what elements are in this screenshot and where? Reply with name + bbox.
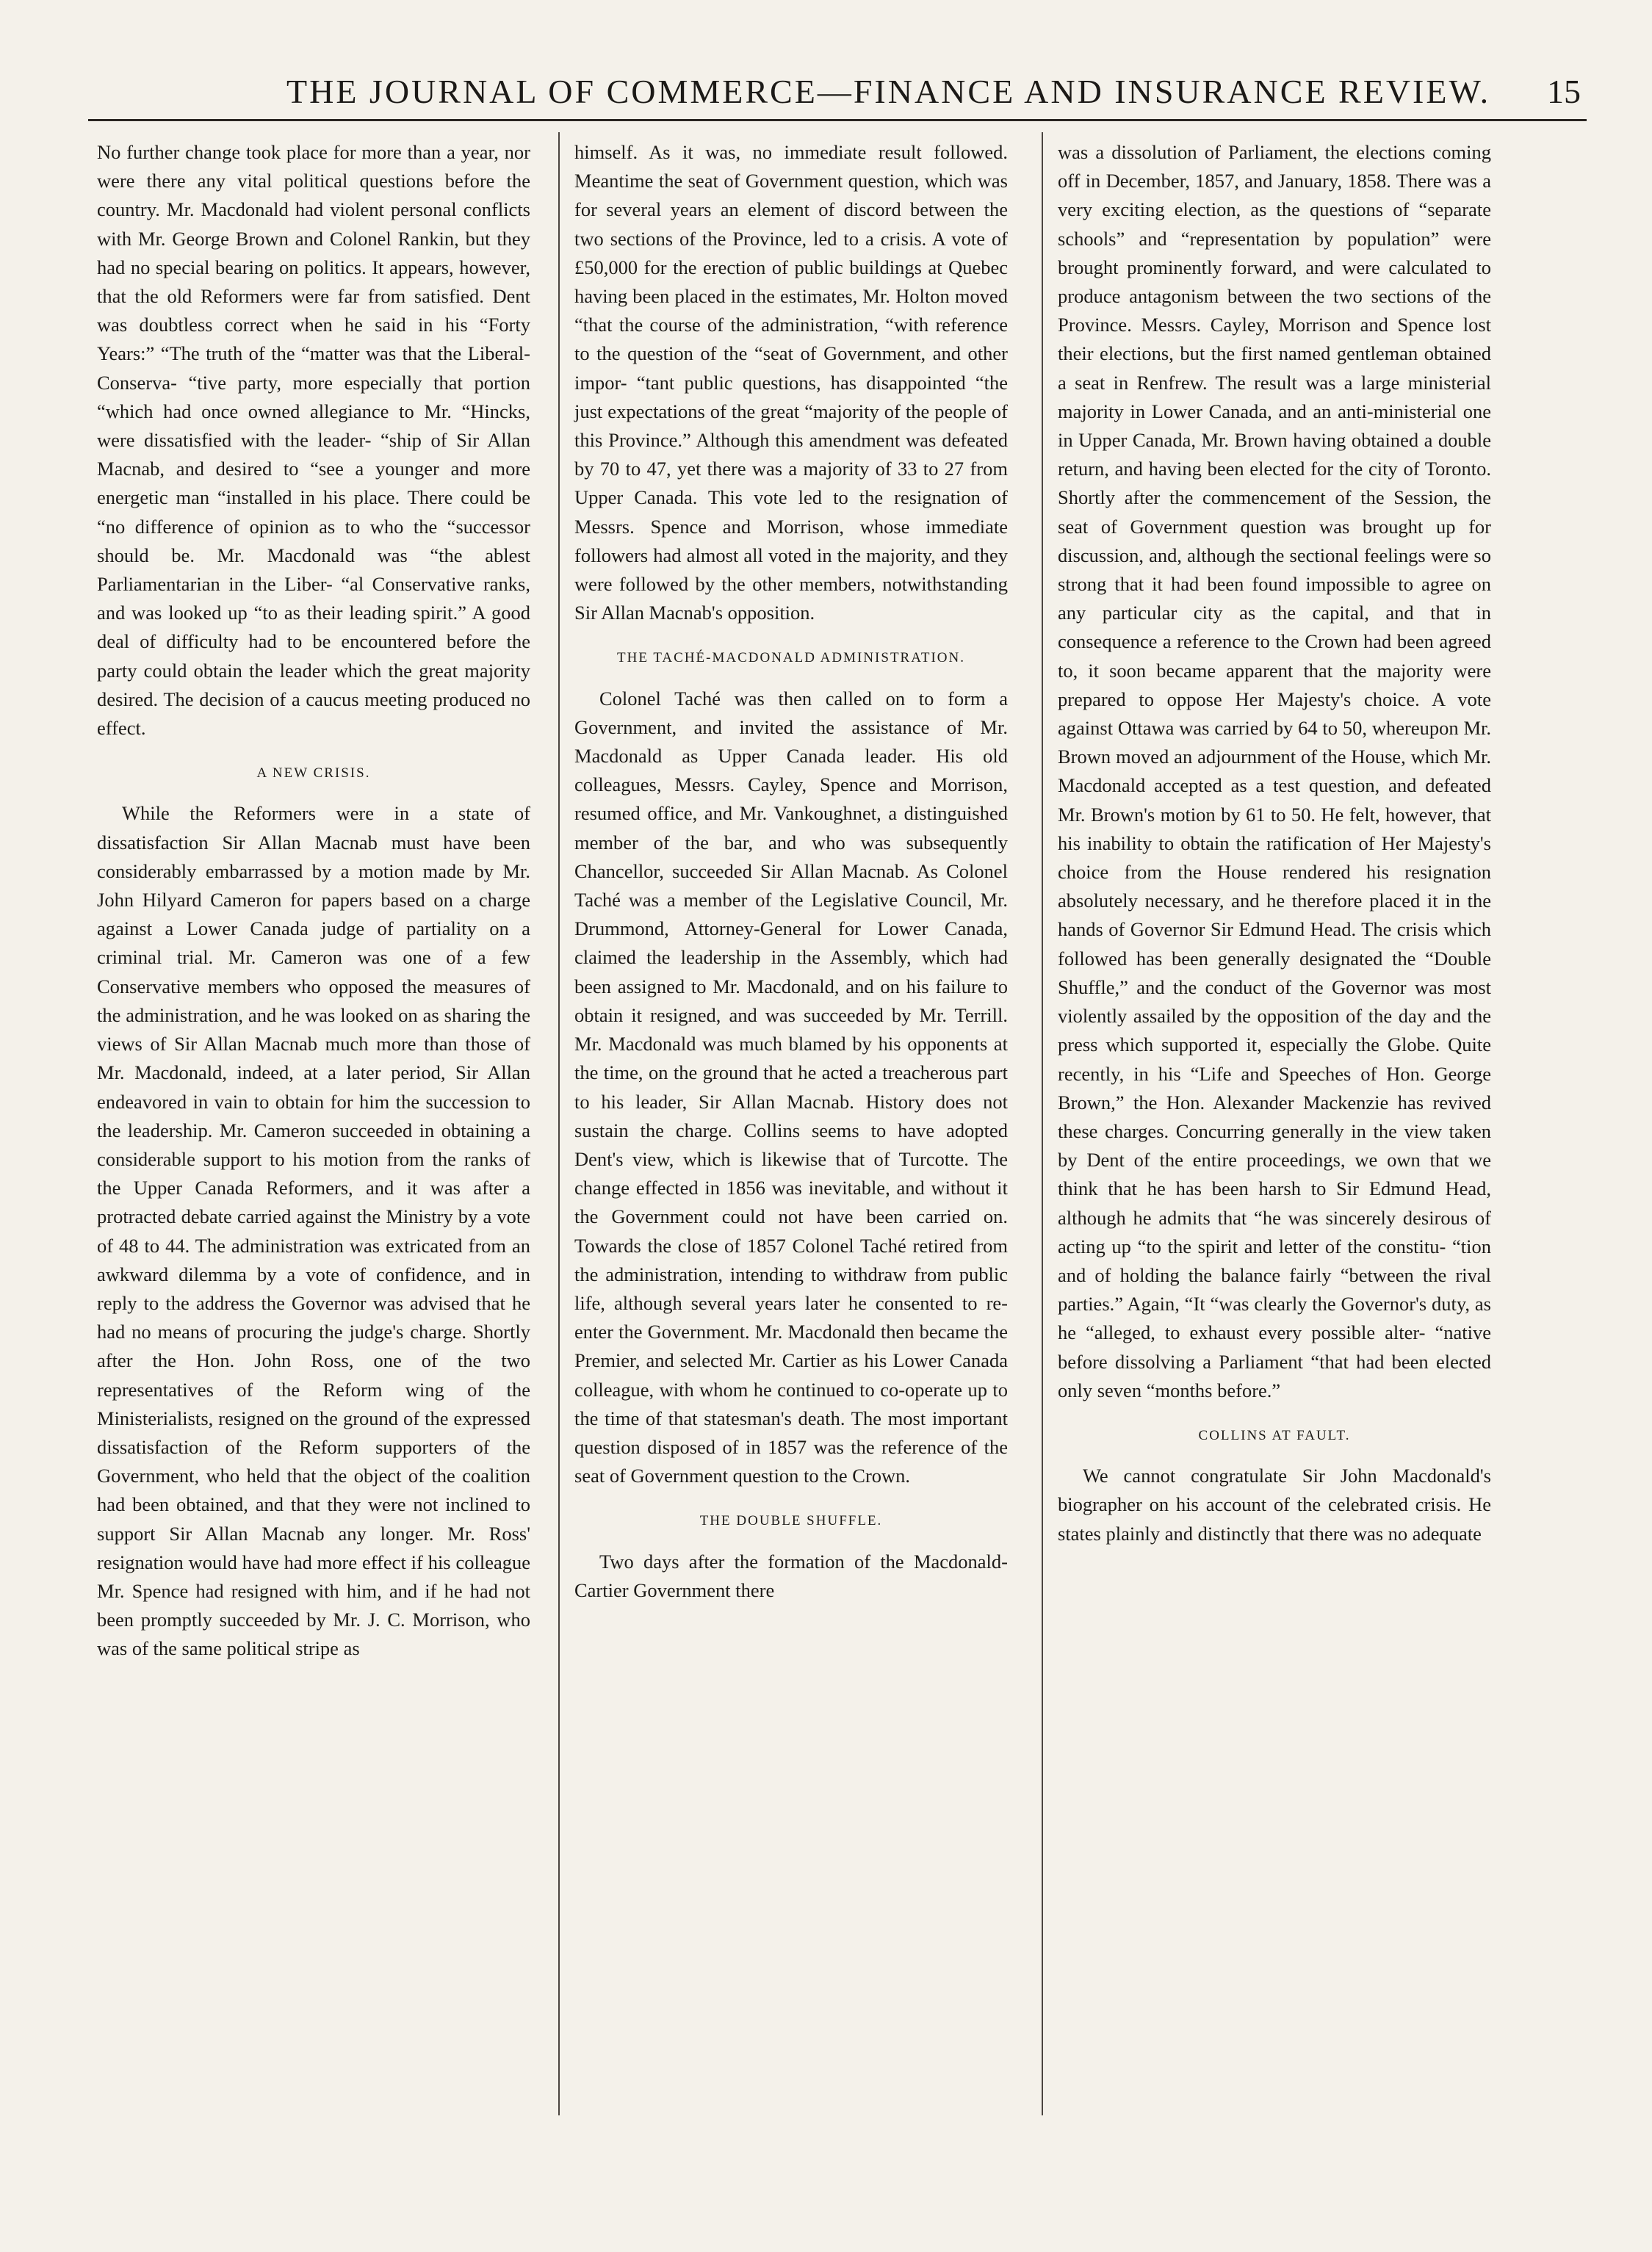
paragraph: No further change took place for more than a year, nor were there any vital political questions before the country. Mr. Macdonald had violent personal conflicts with Mr. George Brown and Colonel Rankin, but they had no special bearing on politics. It appears, however, that the old Reformers were far from satisfied. Dent was doubtless correct when he said in his “Forty Years:” “The truth of the “matter was that the Liberal-Conserva- “tive party, more especially that portion “which had once owned allegiance to Mr. “Hincks, were dissatisfied with the leader- “ship of Sir Allan Macnab, and desired to “see a younger and more energetic man “installed in his place. There could be “no difference of opinion as to who the “successor should be. Mr. Macdonald was “the ablest Parliamentarian in the Liber- “al Conservative ranks, and was looked up “to as their leading spirit.” A good deal of difficulty had to be encountered before the party could obtain the leader which the great majority desired. The decision of a caucus meeting produced no effect. (97, 141, 530, 740)
column-divider (1042, 132, 1043, 2115)
section-heading-new-crisis: A NEW CRISIS. (256, 765, 371, 782)
section-heading-tache-macdonald: THE TACHÉ-MACDONALD ADMINISTRATION. (617, 650, 965, 666)
column-divider (558, 132, 560, 2115)
journal-title: THE JOURNAL OF COMMERCE—FINANCE AND INSURANCE REVIEW. (286, 73, 1491, 110)
paragraph: While the Reformers were in a state of dissatisfaction Sir Allan Macnab must have been considerably embarrassed by a motion made by Mr. John Hilyard Cameron for papers based on a charge against a Lower Canada judge of partiality on a criminal trial. Mr. Cameron was one of a few Conservative members who opposed the measures of the administration, and he was looked on as sharing the views of Sir Allan Macnab much more than those of Mr. Macdonald, indeed, at a later period, Sir Allan endeavored in vain to obtain for him the succession to the leadership. Mr. Cameron succeeded in obtaining a considerable support to his motion from the ranks of the Upper Canada Reformers, and it was after a protracted debate carried against the Ministry by a vote of 48 to 44. The administration was extricated from an awkward dilemma by a vote of confidence, and in reply to the address the Governor was advised that he had no means of procuring the judge's charge. Shortly after the Hon. John Ross, one of the two representatives of the Reform wing of the Ministerialists, resigned on the ground of the expressed dissatisfaction of the Reform supporters of the Government, who held that the object of the coalition had been obtained, and that they were not inclined to support Sir Allan Macnab any longer. Mr. Ross' resignation would have had more effect if his colleague Mr. Spence had resigned with him, and if he had not been promptly succeeded by Mr. J. C. Morrison, who was of the same political stripe as (97, 802, 530, 1660)
column-2 (574, 138, 1008, 1605)
paragraph: himself. As it was, no immediate result followed. Meantime the seat of Government question, which was for several years an element of discord between the two sections of the Province, led to a crisis. A vote of £50,000 for the erection of public buildings at Quebec having been placed in the estimates, Mr. Holton moved “that the course of the administration, “with reference to the question of the “seat of Government, and other impor- “tant public questions, has disappointed “the just expectations of the great “majority of the people of this Province.” Although this amendment was defeated by 70 to 47, yet there was a majority of 33 to 27 from Upper Canada. This vote led to the resignation of Messrs. Spence and Morrison, whose immediate followers had almost all voted in the majority, and they were followed by the other members, notwithstanding Sir Allan Macnab's opposition. (574, 141, 1008, 624)
section-heading-double-shuffle: THE DOUBLE SHUFFLE. (699, 1513, 883, 1529)
paragraph: Two days after the formation of the Macdonald-Cartier Government there (574, 1550, 1008, 1601)
paragraph: We cannot congratulate Sir John Macdonald's biographer on his account of the celebrated crisis. He states plainly and distinctly that there was no adequate (1058, 1465, 1491, 1545)
column-3 (1058, 138, 1491, 1548)
paragraph: Colonel Taché was then called on to form a Government, and invited the assistance of Mr. Macdonald as Upper Canada leader. His old colleagues, Messrs. Cayley, Spence and Morrison, resumed office, and Mr. Vankoughnet, a distinguished member of the bar, and who was subsequently Chancellor, succeeded Sir Allan Macnab. As Colonel Taché was a member of the Legislative Council, Mr. Drummond, Attorney-General for Lower Canada, claimed the leadership in the Assembly, which had been assigned to Mr. Macdonald, and on his failure to obtain it resigned, and was succeeded by Mr. Terrill. Mr. Macdonald was much blamed by his opponents at the time, on the ground that he acted a treacherous part to his leader, Sir Allan Macnab. History does not sustain the charge. Collins seems to have adopted Dent's view, which is likewise that of Turcotte. The change effected in 1856 was inevitable, and without it the Government could not have been carried on. Towards the close of 1857 Colonel Taché retired from the administration, intending to withdraw from public life, although several years later he consented to re-enter the Government. Mr. Macdonald then became the Premier, and selected Mr. Cartier as his Lower Canada colleague, with whom he continued to co-operate up to the time of that statesman's death. The most important question disposed of in 1857 was the reference of the seat of Government question to the Crown. (574, 687, 1008, 1487)
section-heading-collins-at-fault: COLLINS AT FAULT. (1198, 1427, 1351, 1443)
paragraph: was a dissolution of Parliament, the elections coming off in December, 1857, and January, 1858. There was a very exciting election, as the questions of “separate schools” and “representation by population” were brought prominently forward, and were calculated to produce antagonism between the two sections of the Province. Messrs. Cayley, Morrison and Spence lost their elections, but the first named gentleman obtained a seat in Renfrew. The result was a large ministerial majority in Lower Canada, and an anti-ministerial one in Upper Canada, Mr. Brown having obtained a double return, and having been elected for the city of Toronto. Shortly after the commencement of the Session, the seat of Government question was brought up for discussion, and, although the sectional feelings were so strong that it had been found impossible to agree on any particular city as the capital, and that in consequence a reference to the Crown had been agreed to, it soon became apparent that the majority were prepared to oppose Her Majesty's choice. A vote against Ottawa was carried by 64 to 50, whereupon Mr. Brown moved an adjournment of the House, which Mr. Macdonald accepted as a test question, and defeated Mr. Brown's motion by 61 to 50. He felt, however, that his inability to obtain the ratification of Her Majesty's choice from the House rendered his resignation absolutely necessary, and he therefore placed it in the hands of Governor Sir Edmund Head. The crisis which followed has been generally designated the “Double Shuffle,” and the conduct of the Governor was most violently assailed by the opposition of the day and the press which supported it, especially the Globe. Quite recently, in his “Life and Speeches of Hon. George Brown,” the Hon. Alexander Mackenzie has revived these charges. Concurring generally in the view taken by Dent of the entire proceedings, we own that we think that he has been harsh to Sir Edmund Head, although he admits that “he was sincerely desirous of acting up “to the spirit and letter of the constitu- “tion and of holding the balance fairly “between the rival parties.” Again, “It “was clearly the Governor's duty, as he “alleged, to exhaust every possible alter- “native before dissolving a Parliament “that had been elected only seven “months before.” (1058, 141, 1491, 1401)
page-header (88, 68, 1587, 121)
column-1 (97, 138, 530, 1664)
page-number: 15 (1547, 73, 1581, 110)
